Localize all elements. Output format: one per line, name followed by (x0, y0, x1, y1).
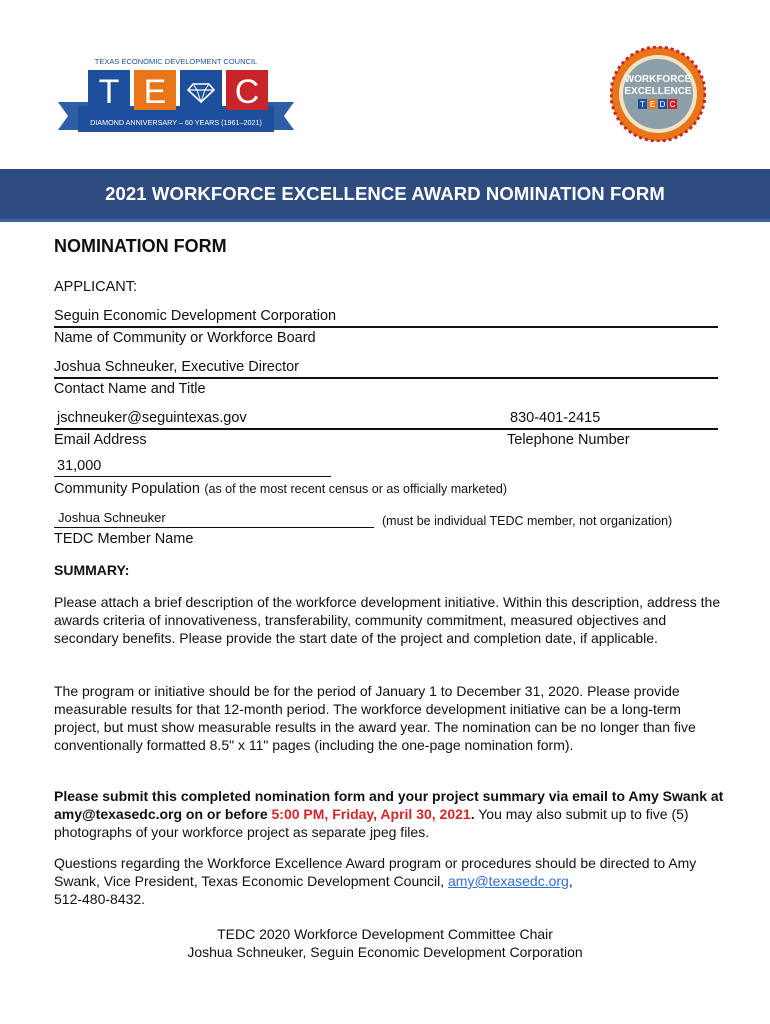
submission-deadline: 5:00 PM, Friday, April 30, 2021 (271, 806, 471, 822)
population-note: (as of the most recent census or as officially marketed) (204, 482, 508, 496)
footer-chair-title: TEDC 2020 Workforce Development Committee Chair (217, 926, 553, 942)
badge-line1: WORKFORCE (624, 74, 692, 85)
summary-paragraph-1: Please attach a brief description of the workforce development initiative. Within this description, address the awards criteria of innovativeness, transferability, community commitment, measured objectives and secondary benefits. Please provide the start date of the project and completion date, if applicable. (54, 594, 721, 646)
submit-rest-text: You may also submit up to five (5) photographs of your workforce project as separate jpeg files. (54, 806, 689, 840)
contact-field-line (54, 377, 718, 379)
badge-letter-e: E (649, 100, 656, 109)
email-label: Email Address (54, 432, 147, 448)
phone-field[interactable]: 830-401-2415 (510, 410, 601, 426)
member-note: (must be individual TEDC member, not organization) (382, 514, 673, 528)
email-field[interactable]: jschneuker@seguintexas.gov (57, 410, 247, 426)
badge-line2: EXCELLENCE (624, 86, 692, 97)
questions-text: Questions regarding the Workforce Excellence Award program or procedures should be directed to Amy Swank, Vice President, Texas Economic Development Council, (54, 855, 697, 889)
badge-letter-c: C (669, 100, 676, 109)
contact-label: Contact Name and Title (54, 381, 206, 397)
member-field[interactable]: Joshua Schneuker (58, 510, 166, 525)
questions-paragraph (54, 854, 724, 908)
form-heading: NOMINATION FORM (54, 236, 227, 256)
phone-label: Telephone Number (507, 432, 630, 448)
submit-bold-text: Please submit this completed nomination form and your project summary via email to Amy Swank at amy@texasedc.org on or before (54, 788, 724, 822)
applicant-label: APPLICANT: (54, 279, 137, 295)
workforce-excellence-badge (610, 46, 706, 142)
contact-email-link[interactable]: amy@texasedc.org (448, 873, 569, 889)
community-field[interactable]: Seguin Economic Development Corporation (54, 308, 337, 324)
logo-letter-t: T (98, 73, 120, 111)
submit-period: . (470, 806, 475, 822)
population-label: Community Population (54, 481, 200, 497)
summary-paragraph-2: The program or initiative should be for the period of January 1 to December 31, 2020. Please provide measurable results for that 12-month period. The workforce development initiative can be a long-term project, but must show measurable results in the award year. The nomination can be no longer than five conventionally formatted 8.5" x 11" pages (including the one-page nomination form). (54, 683, 696, 753)
summary-heading: SUMMARY: (54, 562, 130, 578)
questions-after: , (568, 873, 573, 889)
banner-title: 2021 WORKFORCE EXCELLENCE AWARD NOMINATION FORM (105, 183, 665, 204)
community-label: Name of Community or Workforce Board (54, 330, 316, 346)
badge-letter-d: D (659, 100, 666, 109)
member-label: TEDC Member Name (54, 531, 194, 547)
logo-letter-c: C (234, 73, 260, 111)
council-name: TEXAS ECONOMIC DEVELOPMENT COUNCIL (94, 57, 258, 66)
population-field[interactable]: 31,000 (57, 458, 102, 474)
footer-chair-name: Joshua Schneuker, Seguin Economic Development Corporation (187, 944, 583, 960)
community-field-line (54, 326, 718, 328)
badge-letter-t: T (640, 100, 645, 109)
member-field-line (54, 527, 374, 528)
tedc-logo (58, 52, 294, 144)
email-phone-line (54, 428, 718, 430)
logo-letter-e: E (143, 73, 167, 111)
submission-instructions (54, 787, 724, 841)
anniversary-text: DIAMOND ANNIVERSARY – 60 YEARS (1961–2021) (90, 118, 262, 127)
contact-phone: 512-480-8432. (54, 891, 146, 907)
title-banner (0, 169, 770, 222)
population-label-row (54, 480, 507, 498)
population-field-line (54, 476, 331, 477)
contact-field[interactable]: Joshua Schneuker, Executive Director (54, 359, 300, 375)
